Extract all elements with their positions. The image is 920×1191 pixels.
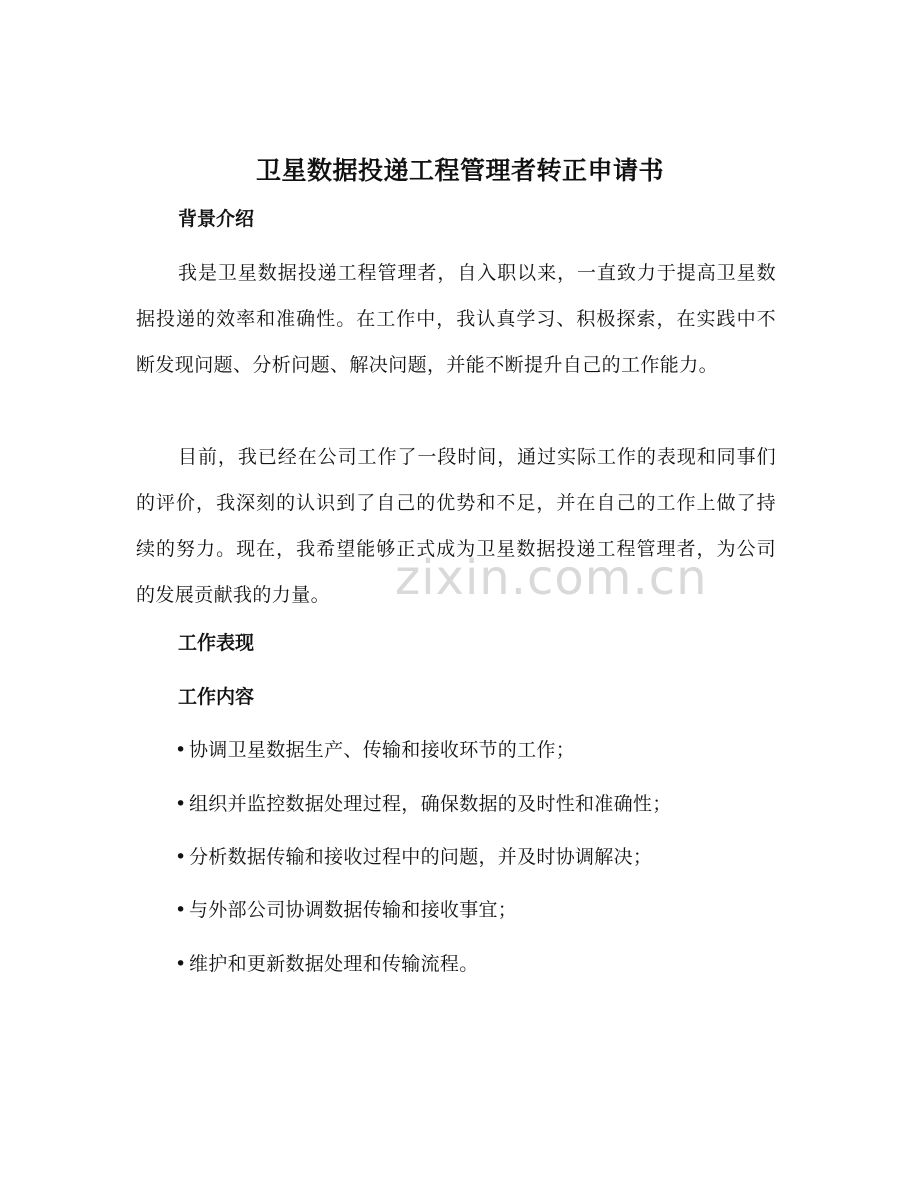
list-item	[175, 949, 479, 979]
list-item	[175, 842, 652, 872]
paragraph-background-2: 目前，我已经在公司工作了一段时间，通过实际工作的表现和同事们的评价，我深刻的认识到了自己的优势和不足，并在自己的工作上做了持续的努力。现在，我希望能够正式成为卫星数据投递工程管理者，为公司的发展贡献我的力量。	[136, 446, 776, 606]
list-item-text: 分析数据传输和接收过程中的问题，并及时协调解决；	[189, 846, 653, 868]
heading-work-content: 工作内容	[178, 686, 255, 708]
heading-performance: 工作表现	[178, 632, 255, 654]
list-item-text: 与外部公司协调数据传输和接收事宜；	[189, 899, 518, 921]
bullet-dot: •	[175, 739, 187, 761]
bullet-dot: •	[175, 793, 187, 815]
list-item-text: 维护和更新数据处理和传输流程。	[189, 953, 479, 975]
bullet-dot: •	[175, 899, 187, 921]
document-title: 卫星数据投递工程管理者转正申请书	[255, 156, 664, 185]
paragraph-background-1: 我是卫星数据投递工程管理者，自入职以来，一直致力于提高卫星数据投递的效率和准确性。在工作中，我认真学习、积极探索，在实践中不断发现问题、分析问题、解决问题，并能不断提升自己的工作能力。	[136, 262, 776, 376]
bullet-dot: •	[175, 953, 187, 975]
bullet-dot: •	[175, 846, 187, 868]
list-item-text: 组织并监控数据处理过程，确保数据的及时性和准确性；	[189, 793, 672, 815]
heading-background: 背景介绍	[178, 208, 255, 230]
list-item-text: 协调卫星数据生产、传输和接收环节的工作；	[189, 739, 576, 761]
list-item	[175, 895, 517, 925]
list-item	[175, 735, 575, 765]
watermark: zixin.com.cn	[395, 550, 708, 606]
list-item	[175, 789, 672, 819]
